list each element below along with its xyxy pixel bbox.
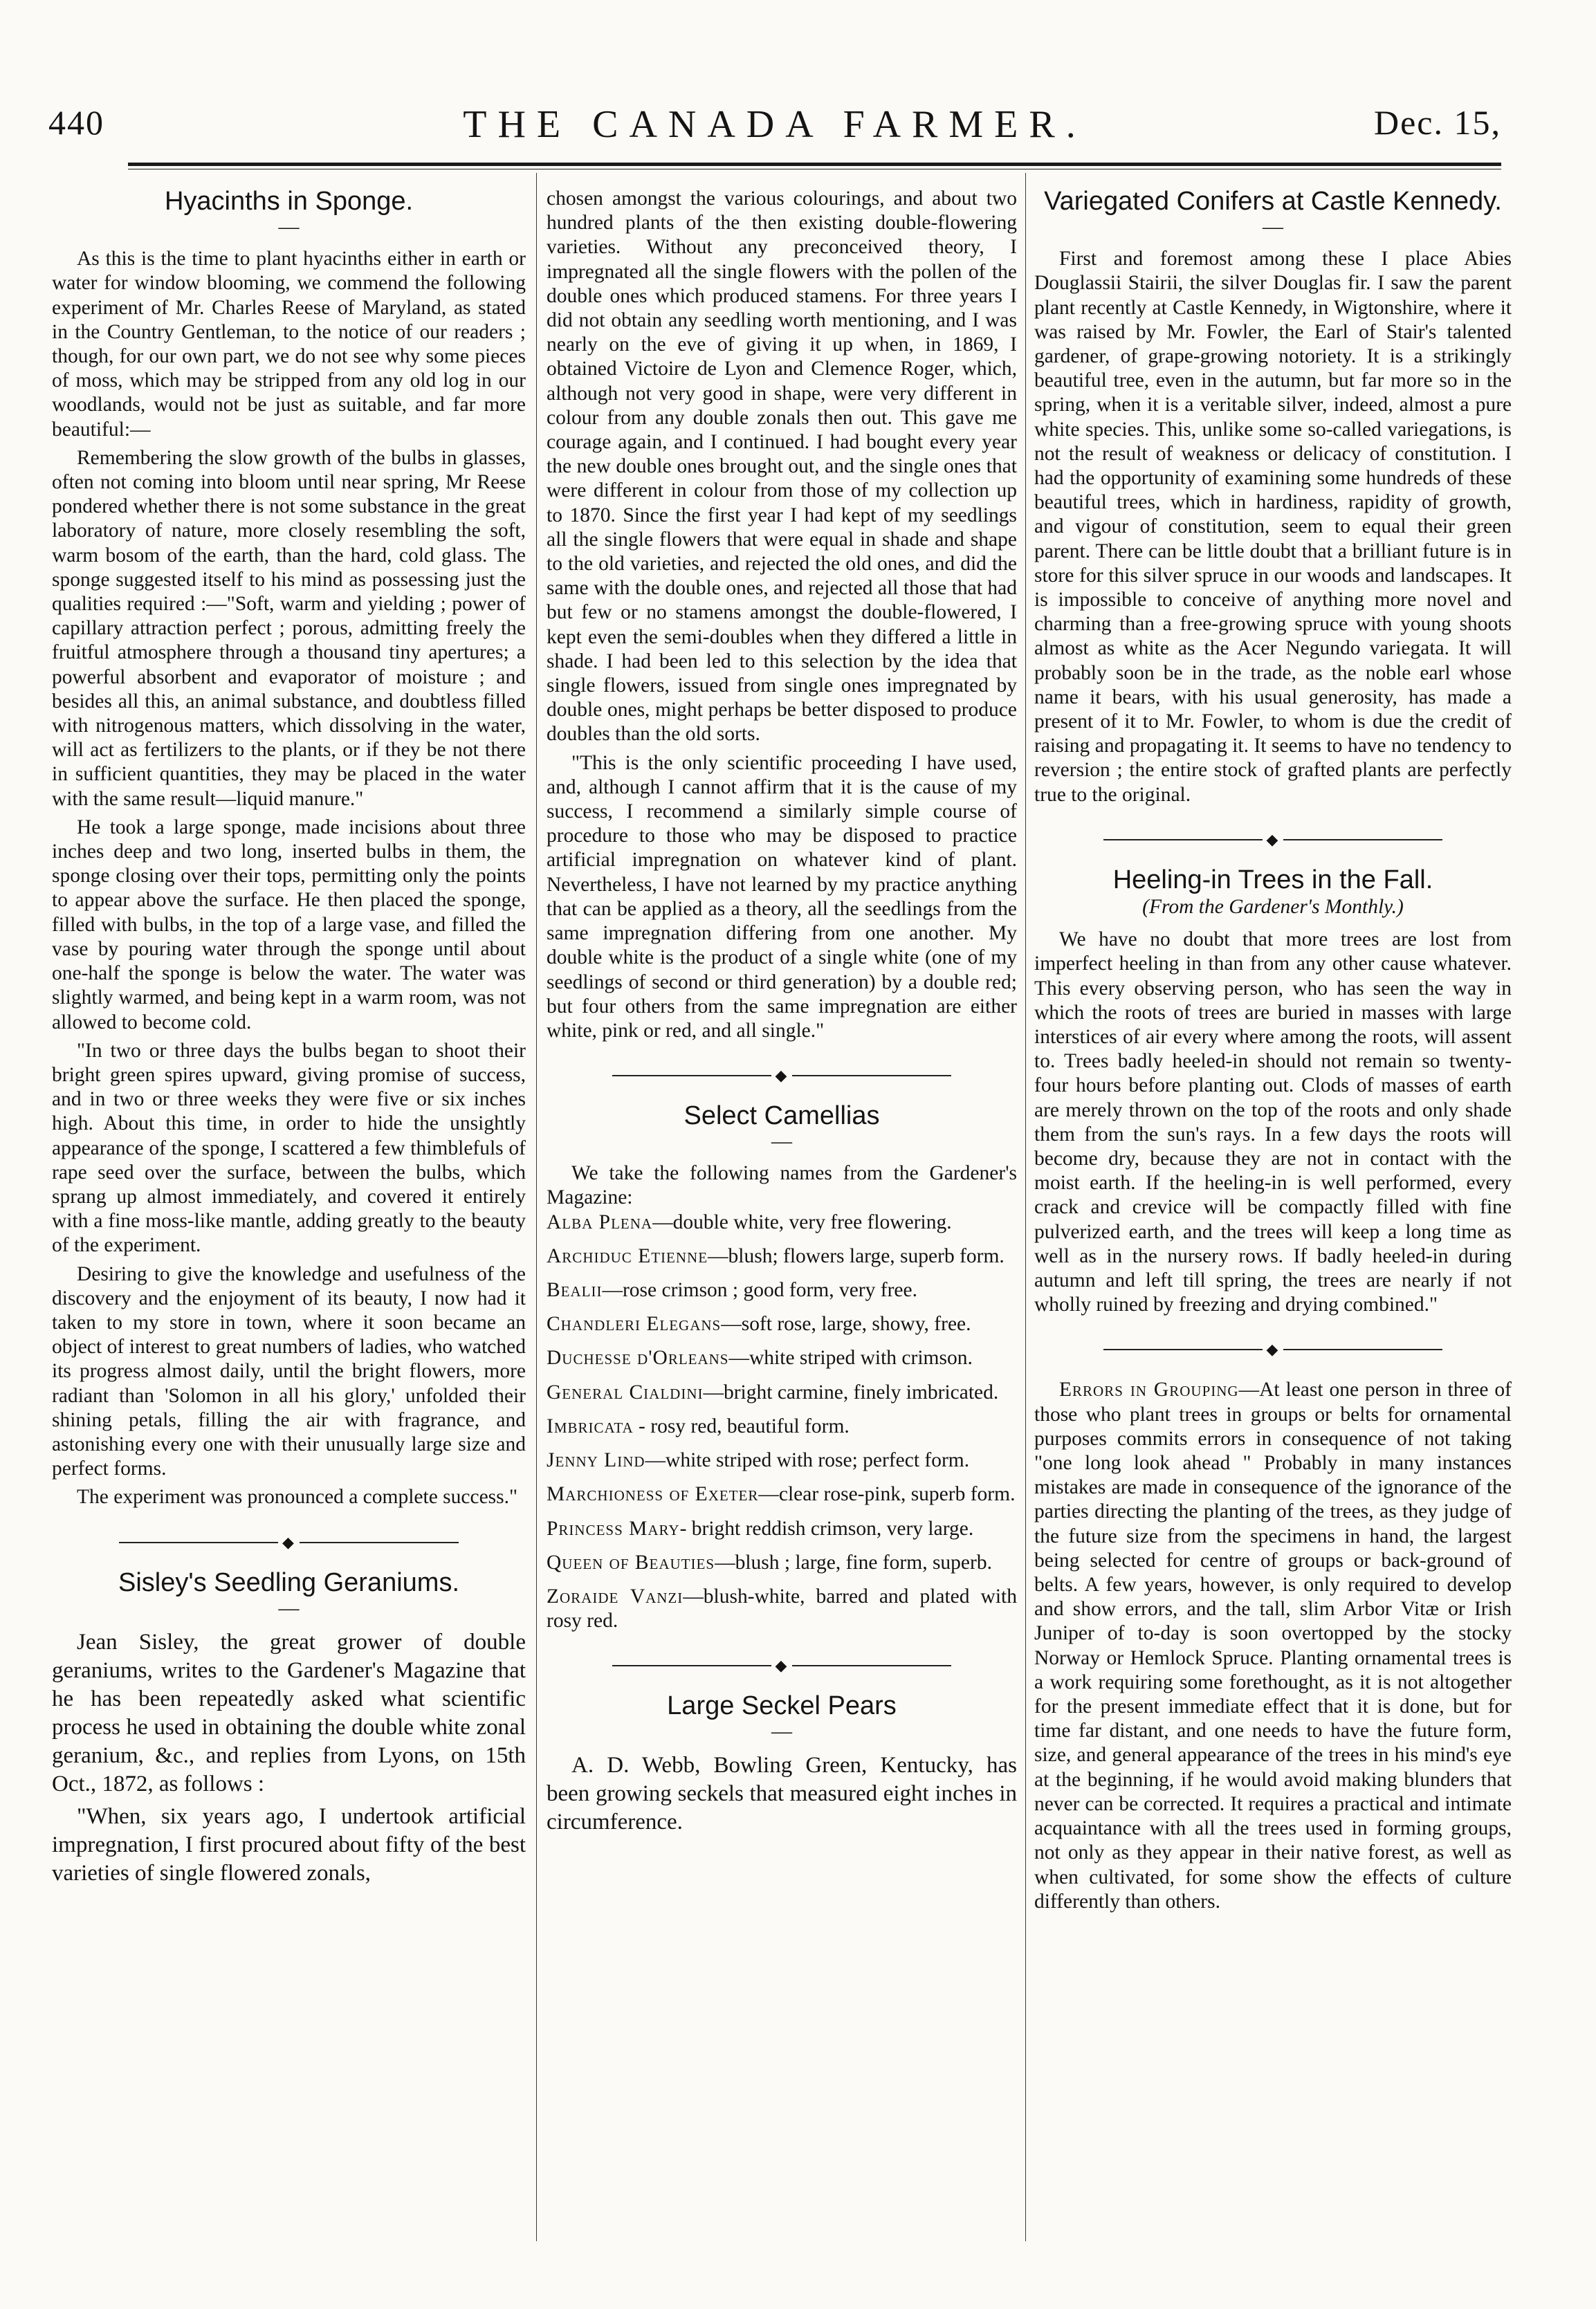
camellia-entry [547,1415,1017,1439]
article-sisley [52,1567,526,1888]
paragraph: As this is the time to plant hyacinths either in earth or water for window blooming, we commend the following experiment of Mr. Charles Reese of Maryland, as stated in the Country Gentleman, to the notice of our readers ; though, for our own part, we do not see why some pieces of moss, which may be stripped from any old log in our woodlands, would not be just as suitable, and far more beautiful:— [52,248,526,441]
camellia-name: Queen of Beauties [547,1551,715,1574]
lead-text [547,1751,1017,1837]
paragraph: He took a large sponge, made incisions about three inches deep and two long, inserted bulbs in them, the sponge closing over their tops, permitting only the points to appear above the surface. He then placed the sponge, filled with bulbs, in the top of a large vase, and filled the vase by pouring water through the sponge until about one-half the sponge is below the water. The water was slightly warmed, and being kept in a warm room, was not allowed to become cold. [52,816,526,1033]
camellia-name: Jenny Lind [547,1449,645,1472]
camellia-entry [547,1381,1017,1405]
camellia-description: —soft rose, large, showy, free. [721,1313,971,1336]
article-conifers [1034,187,1512,807]
article-title: Select Camellias [684,1101,880,1131]
masthead [48,102,1501,158]
camellia-description: —white striped with crimson. [728,1347,973,1370]
camellia-entry [547,1346,1017,1370]
column-3 [1034,187,1512,2262]
column-divider [536,173,537,2241]
title-dash: — [771,1130,792,1153]
paragraph-text: —At least one person in three of those who plant trees in groups or belts for ornamental purposes commits errors in consequence of not taking "one long look ahead " Probably in many instances mistakes are made in consequence of the ignorance of the parties directing the planting of the trees, as they judge of the future size from the specimens in hand, the largest being selected for centre of groups or back-ground of belts. A few years, however, is only required to develop and show errors, and the tall, slim Arbor Vitæ or Irish Juniper of to-day is soon overtopped by the stocky Norway or Hemlock Spruce. Planting ornamental trees is a work requiring some forethought, as it is not altogether for the present immediate effect that it is done, but for time far distant, and one needs to have the future form, size, and general appearance of the trees in his mind's eye at the beginning, if he would avoid making blunders that never can be corrected. It requires a practical and intimate acquaintance with all the trees used in forming groups, not only as they appear in their native forest, as well as when cultivated, for some show the effects of culture differently than others. [1034,1379,1512,1913]
lead-text [52,1628,526,1888]
camellia-description: - bright reddish crimson, very large. [679,1517,974,1540]
title-dash: — [1263,215,1283,239]
camellia-description: - rosy red, beautiful form. [633,1415,850,1437]
section-ornament: ◆ [547,1657,1017,1673]
title-dash: — [771,1720,792,1743]
camellia-entry [547,1448,1017,1473]
camellia-description: —bright carmine, finely imbricated. [703,1381,999,1404]
article-title: Hyacinths in Sponge. [164,187,414,216]
paragraph: First and foremost among these I place Abies Douglassii Stairii, the silver Douglas fir. I saw the parent plant recently at Castle Kennedy, in Wigtonshire, where it was raised by Mr. Fowler, the Earl of Stair's talented gardener, of grape-growing notoriety. It is a strikingly beautiful tree, even in the autumn, but far more so in the spring, when it is a veritable silver, indeed, almost a pure white species. This, unlike some so-called variegations, is not the result of weakness or delicacy of constitution. I had the opportunity of examining some hundreds of these beautiful trees, which in hardiness, rapidity of growth, and vigour of constitution, seem to equal their green parent. There can be little doubt that a brilliant future is in store for this silver spruce in our woods and landscapes. It is impossible to conceive of anything more novel and charming than a free-growing spruce with young shoots almost as white as the Acer Negundo variegata. It will probably soon be in the trade, as the noble earl whose name it bears, with his usual generosity, has made a present of it to Mr. Fowler, to whom is due the credit of raising and propagating it. It seems to have no tendency to reversion ; the entire stock of grafted plants are perfectly true to the original. [1034,248,1512,806]
camellia-description: —blush-white, barred and plated with rosy red. [547,1585,1017,1632]
camellia-name: General Cialdini [547,1381,704,1404]
camellia-entry [547,1551,1017,1575]
camellia-entry [547,1244,1017,1269]
camellia-name: Zoraide Vanzi [547,1585,684,1608]
camellia-description: —blush; flowers large, superb form. [708,1244,1005,1267]
paragraph: "This is the only scientific proceeding I have used, and, although I cannot affirm that it is the cause of my success, I recommend a similarly simple course of procedure to those who may be disposed to practice artificial impregnation on whatever kind of plant. Nevertheless, I have not learned by my practice anything that can be applied as a theory, all the seedlings from the same impregnation differing from one another. My double white is the product of a single white (one of my seedlings of second or third generation) by a double red; but four others from the same impregnation are either white, pink or red, and all single." [547,751,1017,1042]
camellia-name: Alba Plena [547,1211,653,1233]
paragraph: A. D. Webb, Bowling Green, Kentucky, has been growing seckels that measured eight inches in circumference. [547,1753,1017,1835]
column-1 [52,187,526,2262]
camellia-list [547,1211,1017,1634]
camellia-name: Marchioness of Exeter [547,1483,759,1506]
paragraph: The experiment was pronounced a complete success." [77,1486,518,1509]
camellia-name: Imbricata [547,1415,634,1437]
camellia-description: —blush ; large, fine form, superb. [715,1551,992,1574]
camellia-name: Archiduc Etienne [547,1244,708,1267]
paragraph: "When, six years ago, I undertook artificial impregnation, I first procured about fifty of the best varieties of single flowered zonals, [52,1803,526,1886]
article-hyacinths [52,187,526,1510]
camellia-entry [547,1585,1017,1633]
camellia-description: —clear rose-pink, superb form. [758,1483,1016,1506]
column-divider [1025,173,1026,2241]
camellia-entry [547,1211,1017,1235]
section-ornament: ◆ [1034,1341,1512,1357]
masthead-rule [128,163,1501,166]
camellia-entry [547,1517,1017,1541]
article-heeling [1034,865,1512,1318]
article-title: Heeling-in Trees in the Fall. [1112,865,1433,894]
article-title: Sisley's Seedling Geraniums. [118,1567,460,1597]
title-dash: — [278,215,300,239]
paragraph: "In two or three days the bulbs began to shoot their bright green spires upward, giving promise of success, and in two or three weeks they were five or six inches high. About this time, in order to hide the unsightly appearance of the sponge, I scattered a few thimblefuls of rape seed over the surface, between the bulbs, which sprang up almost immediately, and covered it entirely with a fine moss-like mantle, adding greatly to the beauty of the experiment. [52,1039,526,1257]
section-ornament: ◆ [1034,831,1512,847]
paragraph: Desiring to give the knowledge and usefulness of the discovery and the enjoyment of its beauty, I now had it taken to my store in town, where it soon became an object of interest to great numbers of ladies, who watched its progress almost daily, until the bright flowers, more radiant than 'Solomon in all his glory,' unfolded their shining petals, filling the air with fragrance, and astonishing every one with their unusually large size and perfect forms. [52,1262,526,1480]
camellia-description: —double white, very free flowering. [652,1211,952,1233]
article-sisley-continued [547,187,1017,1043]
paragraph: We take the following names from the Gardener's Magazine: [547,1162,1017,1209]
camellia-description: —rose crimson ; good form, very free. [602,1279,917,1302]
camellia-name: Princess Mary [547,1517,680,1540]
camellia-description: —white striped with rose; perfect form. [645,1449,970,1472]
paragraph: Remembering the slow growth of the bulbs in glasses, often not coming into bloom until near spring, Mr Reese pondered whether there is not some substance in the great laboratory of nature, more closely resembling the soft, warm bosom of the earth, than the hard, cold glass. The sponge suggested itself to his mind as possessing just the qualities required :—"Soft, warm and yielding ; power of capillary attraction perfect ; porous, admitting freely the fruitful atmosphere through a thousand tiny apertures; a powerful absorbent and evaporator of moisture ; and besides all this, an animal substance, and doubtless filled with nitrogenous matters, which dissolving in the water, will act as fertilizers to the plants, or if they be not there in sufficient quantities, they may be placed in the water with the same result—liquid manure." [52,446,526,810]
article-title: Large Seckel Pears [667,1691,897,1721]
camellia-entry [547,1482,1017,1507]
article-pears [547,1691,1017,1837]
paragraph: chosen amongst the various colourings, and about two hundred plants of the then existing double-flowering varieties. Without any preconceived theory, I impregnated all the single flowers with the pollen of the double ones which produced stamens. For three years I did not obtain any seedling worth mentioning, and I was nearly on the eve of giving it up when, in 1869, I obtained Victoire de Lyon and Clemence Roger, which, although not very good in shape, were very different in colour from any double zonals then out. This gave me courage again, and I continued. I had bought every year the new double ones brought out, and the single ones that were different in colour from those of my collection up to 1870. Since the first year I had kept of my seedlings all the single flowers that were equal in shade and shape to the old varieties, and rejected the old ones, and did the same with the double ones, and rejected all those that had but few or no stamens amongst the double-flowered, I kept even the semi-doubles when they differed a little in shade. I had been led to this selection by the idea that single flowers, issued from single ones impregnated by double ones, might perhaps be better disposed to produce doubles than the old sorts. [547,187,1017,746]
section-ornament: ◆ [52,1534,526,1550]
section-ornament: ◆ [547,1067,1017,1083]
title-dash: — [278,1596,300,1619]
paragraph: Jean Sisley, the great grower of double geraniums, writes to the Gardener's Magazine that he has been repeatedly asked what scientific process he used in obtaining the double white zonal geranium, &c., and replies from Lyons, on 15th Oct., 1872, as follows : [52,1629,526,1796]
paragraph [1034,1378,1512,1913]
article-camellias [547,1101,1017,1633]
camellia-name: Chandleri Elegans [547,1313,722,1336]
page-number: 440 [48,103,104,142]
camellia-entry [547,1278,1017,1303]
paragraph: We have no doubt that more trees are lost from imperfect heeling in than from any other cause whatever. This every observing person, who has seen the way in which the roots of trees are buried in masses with large interstices of air every where among the roots, will assent to. Trees badly heeled-in should not remain so twenty-four hours before planting out. Clods of masses of earth are merely thrown on the top of the roots and only shade them from the sun's rays. In a few days the roots will become dry, because they are not in contact with the moist earth. If the heeling-in is well performed, every crack and crevice will be compactly filled with fine pulverized earth, and the trees will keep a long time as well as in the nursery rows. If badly heeled-in during autumn and left till spring, the trees are nearly if not wholly ruined by freezing and drying combined." [1034,928,1512,1316]
camellia-entry [547,1312,1017,1336]
issue-date: Dec. 15, [1374,103,1501,142]
camellia-name: Bealii [547,1279,603,1302]
camellia-name: Duchesse d'Orleans [547,1347,729,1370]
article-errors [1034,1378,1512,1913]
newspaper-title: THE CANADA FARMER. [463,103,1087,146]
article-title: Variegated Conifers at Castle Kennedy. [1044,187,1502,216]
article-credit: (From the Gardener's Monthly.) [1142,896,1404,919]
run-in-heading: Errors in Grouping [1059,1379,1239,1401]
column-2 [547,187,1017,2262]
